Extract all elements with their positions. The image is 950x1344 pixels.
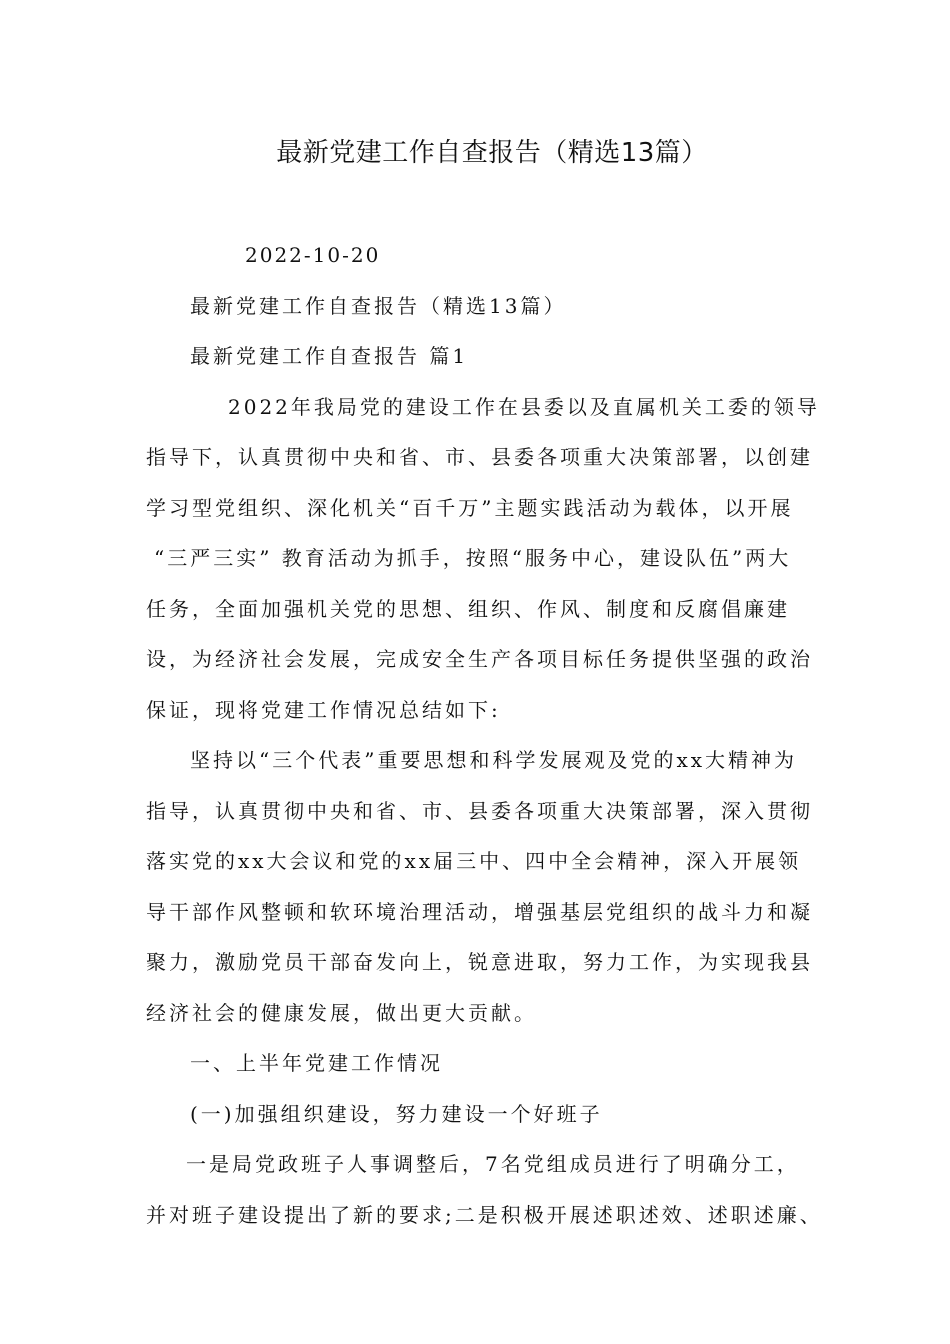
document-subtitle: 最新党建工作自查报告（精选13篇） — [190, 293, 567, 318]
document-date: 2022-10-20 — [245, 243, 381, 267]
paragraph-line: 设，为经济社会发展，完成安全生产各项目标任务提供坚强的政治 — [146, 647, 813, 671]
paragraph-line: 落实党的xx大会议和党的xx届三中、四中全会精神，深入开展领 — [146, 849, 802, 873]
paragraph-line: 导干部作风整顿和软环境治理活动，增强基层党组织的战斗力和凝 — [146, 899, 813, 924]
section-title: 最新党建工作自查报告 篇1 — [190, 344, 469, 368]
paragraph-line: 任务，全面加强机关党的思想、组织、作风、制度和反腐倡廉建 — [146, 596, 790, 621]
paragraph-line: 聚力，激励党员干部奋发向上，锐意进取，努力工作，为实现我县 — [146, 950, 813, 974]
paragraph-line: 坚持以“三个代表”重要思想和科学发展观及党的xx大精神为 — [190, 748, 798, 772]
paragraph-line: 并对班子建设提出了新的要求;二是积极开展述职述效、述职述廉、 — [146, 1202, 823, 1227]
paragraph-line: 指导，认真贯彻中央和省、市、县委各项重大决策部署，深入贯彻 — [146, 798, 813, 823]
paragraph-line: “三严三实” 教育活动为抓手，按照“服务中心，建设队伍”两大 — [154, 546, 792, 570]
paragraph-line: 保证，现将党建工作情况总结如下: — [146, 697, 501, 722]
paragraph-line: 一是局党政班子人事调整后，7名党组成员进行了明确分工， — [186, 1152, 800, 1176]
paragraph-line: 学习型党组织、深化机关“百千万”主题实践活动为载体，以开展 — [146, 495, 794, 520]
paragraph-line: 经济社会的健康发展，做出更大贡献。 — [146, 1000, 537, 1025]
document-title: 最新党建工作自查报告（精选13篇） — [276, 138, 708, 168]
heading-level-1: 一、上半年党建工作情况 — [190, 1051, 443, 1075]
document-body — [146, 230, 823, 1240]
heading-level-2: (一)加强组织建设，努力建设一个好班子 — [190, 1101, 603, 1126]
paragraph-line: 2022年我局党的建设工作在县委以及直属机关工委的领导 — [228, 394, 820, 419]
paragraph-line: 指导下，认真贯彻中央和省、市、县委各项重大决策部署，以创建 — [146, 445, 813, 469]
